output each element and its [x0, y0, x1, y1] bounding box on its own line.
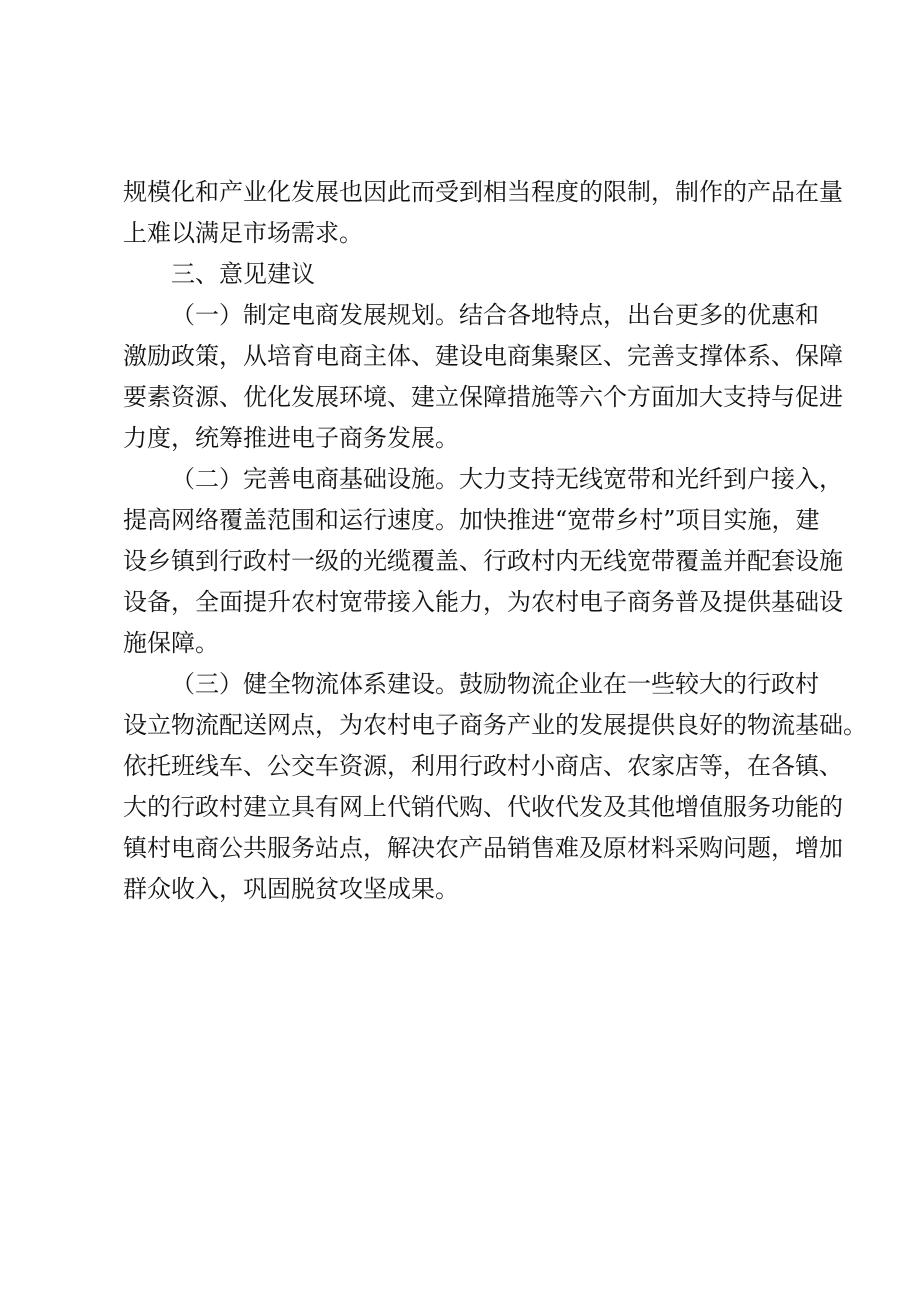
paragraph-2-line-2: 提高网络覆盖范围和运行速度。加快推进“宽带乡村”项目实施，建: [123, 506, 820, 534]
paragraph-2-line-4: 设备，全面提升农村宽带接入能力，为农村电子商务普及提供基础设: [123, 588, 843, 616]
paragraph-1-line-4: 力度，统筹推进电子商务发展。: [123, 424, 459, 452]
paragraph-2-line-5: 施保障。: [123, 629, 219, 657]
paragraph-3-line-5: 镇村电商公共服务站点，解决农产品销售难及原材料采购问题，增加: [123, 834, 843, 862]
paragraph-1-line-2: 激励政策，从培育电商主体、建设电商集聚区、完善支撑体系、保障: [123, 342, 843, 370]
paragraph-3-line-4: 大的行政村建立具有网上代销代购、代收代发及其他增值服务功能的: [123, 793, 843, 821]
intro-line-2: 上难以满足市场需求。: [123, 219, 363, 247]
paragraph-2-line-1: （二）完善电商基础设施。大力支持无线宽带和光纤到户接入，: [171, 465, 843, 493]
paragraph-3-line-1: （三）健全物流体系建设。鼓励物流企业在一些较大的行政村: [171, 670, 819, 698]
section-heading: 三、意见建议: [171, 260, 315, 288]
intro-line-1: 规模化和产业化发展也因此而受到相当程度的限制，制作的产品在量: [123, 178, 843, 206]
paragraph-3-line-2: 设立物流配送网点，为农村电子商务产业的发展提供良好的物流基础。: [123, 711, 867, 739]
paragraph-1-line-3: 要素资源、优化发展环境、建立保障措施等六个方面加大支持与促进: [123, 383, 843, 411]
paragraph-2-line-3: 设乡镇到行政村一级的光缆覆盖、行政村内无线宽带覆盖并配套设施: [123, 547, 843, 575]
paragraph-1-line-1: （一）制定电商发展规划。结合各地特点，出台更多的优惠和: [171, 301, 819, 329]
paragraph-3-line-6: 群众收入，巩固脱贫攻坚成果。: [123, 875, 459, 903]
paragraph-3-line-3: 依托班线车、公交车资源，利用行政村小商店、农家店等，在各镇、: [123, 752, 843, 780]
